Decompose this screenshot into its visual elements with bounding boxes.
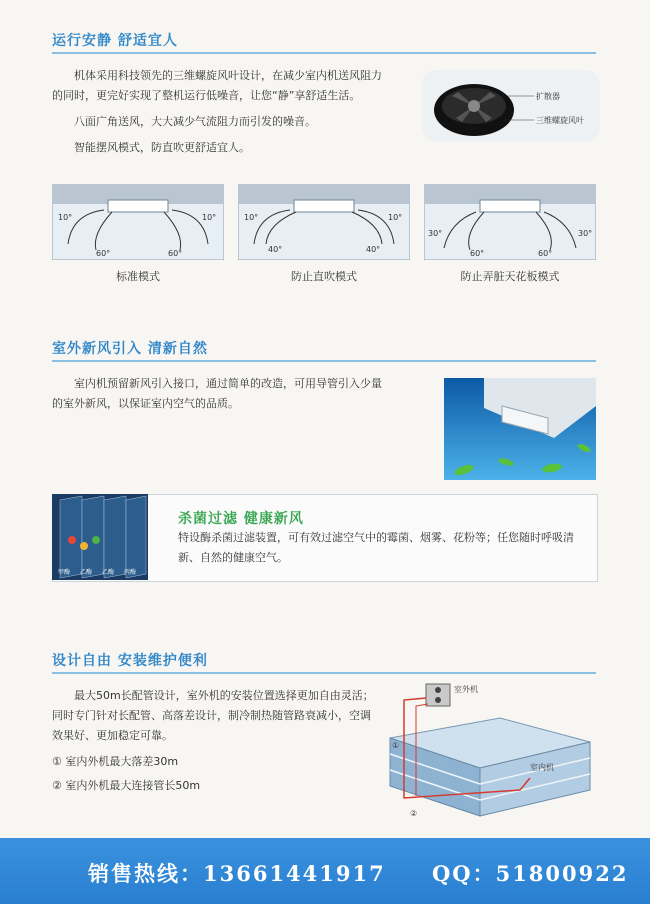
filter-layer-label: 丙酶 [124,569,137,576]
quiet-description [52,66,392,158]
outdoor-unit-label: 室外机 [454,685,478,694]
fan-blade-image [422,70,600,142]
angle-label: 40° [268,245,283,254]
filter-layer-label: 乙酶 [102,569,115,576]
mode-label-anti-direct: 防止直吹模式 [291,270,357,283]
quiet-para-1: 机体采用科技领先的三维螺旋风叶设计，在减少室内机送风阻力的同时，更完好实现了整机运行低噪音，让您“静”享舒适生活。 [52,69,382,102]
drop-marker: ① [392,741,400,750]
sales-hotline: 销售热线：13661441917 [88,861,386,886]
section-title-fresh-air: 室外新风引入 清新自然 [52,341,208,357]
quiet-para-2: 八面广角送风，大大减少气流阻力而引发的噪音。 [74,115,316,128]
mode-label-standard: 标准模式 [116,270,160,283]
angle-label: 10° [202,213,217,222]
filter-layer-label: 甲酶 [58,569,71,576]
section-title-quiet: 运行安静 舒适宜人 [52,33,178,49]
mode-diagram-anti-direct [238,184,410,260]
mode-diagram-standard [52,184,224,260]
section-divider [52,672,596,674]
indoor-unit-label: 室内机 [530,763,554,772]
building-piping-diagram [380,678,598,824]
quiet-para-3: 智能摆风模式，防直吹更舒适宜人。 [74,141,250,154]
angle-label: 60° [96,249,111,258]
filter-layer-label: 乙酶 [80,569,93,576]
angle-label: 60° [168,249,183,258]
qq-contact: QQ：51800922 [432,861,629,886]
install-item-length: ② 室内外机最大连接管长50m [52,779,201,792]
angle-label: 30° [578,229,593,238]
install-description: 最大50m长配管设计，室外机的安装位置选择更加自由灵活；同时专门针对长配管、高落差设计，制冷制热随管路衰减小，空调效果好、更加稳定可靠。 [52,689,374,742]
diffuser-label: 扩散器 [536,92,560,101]
ceiling-ac-image [444,378,596,480]
fan-blade-label: 三维螺旋风叶 [536,116,584,125]
filter-layers-image [52,494,148,580]
section-title-install: 设计自由 安装维护便利 [52,653,208,669]
angle-label: 10° [58,213,73,222]
angle-label: 10° [244,213,259,222]
mode-diagram-anti-ceiling-dirt [424,184,596,260]
fresh-air-description: 室内机预留新风引入接口，通过简单的改造，可用导管引入少量的室外新风，以保证室内空气的品质。 [52,377,382,410]
mode-label-anti-ceiling-dirt: 防止弄脏天花板模式 [460,270,560,283]
section-divider [52,360,596,362]
filter-description: 特设酶杀菌过滤装置，可有效过滤空气中的霉菌、烟雾、花粉等；任您随时呼吸清新、自然的健康空气。 [178,531,574,564]
length-marker: ② [410,809,418,818]
angle-label: 40° [366,245,381,254]
section-title-filter: 杀菌过滤 健康新风 [178,511,304,527]
angle-label: 60° [538,249,553,258]
angle-label: 10° [388,213,403,222]
install-item-drop: ① 室内外机最大落差30m [52,755,179,768]
section-divider [52,52,596,54]
angle-label: 30° [428,229,443,238]
angle-label: 60° [470,249,485,258]
